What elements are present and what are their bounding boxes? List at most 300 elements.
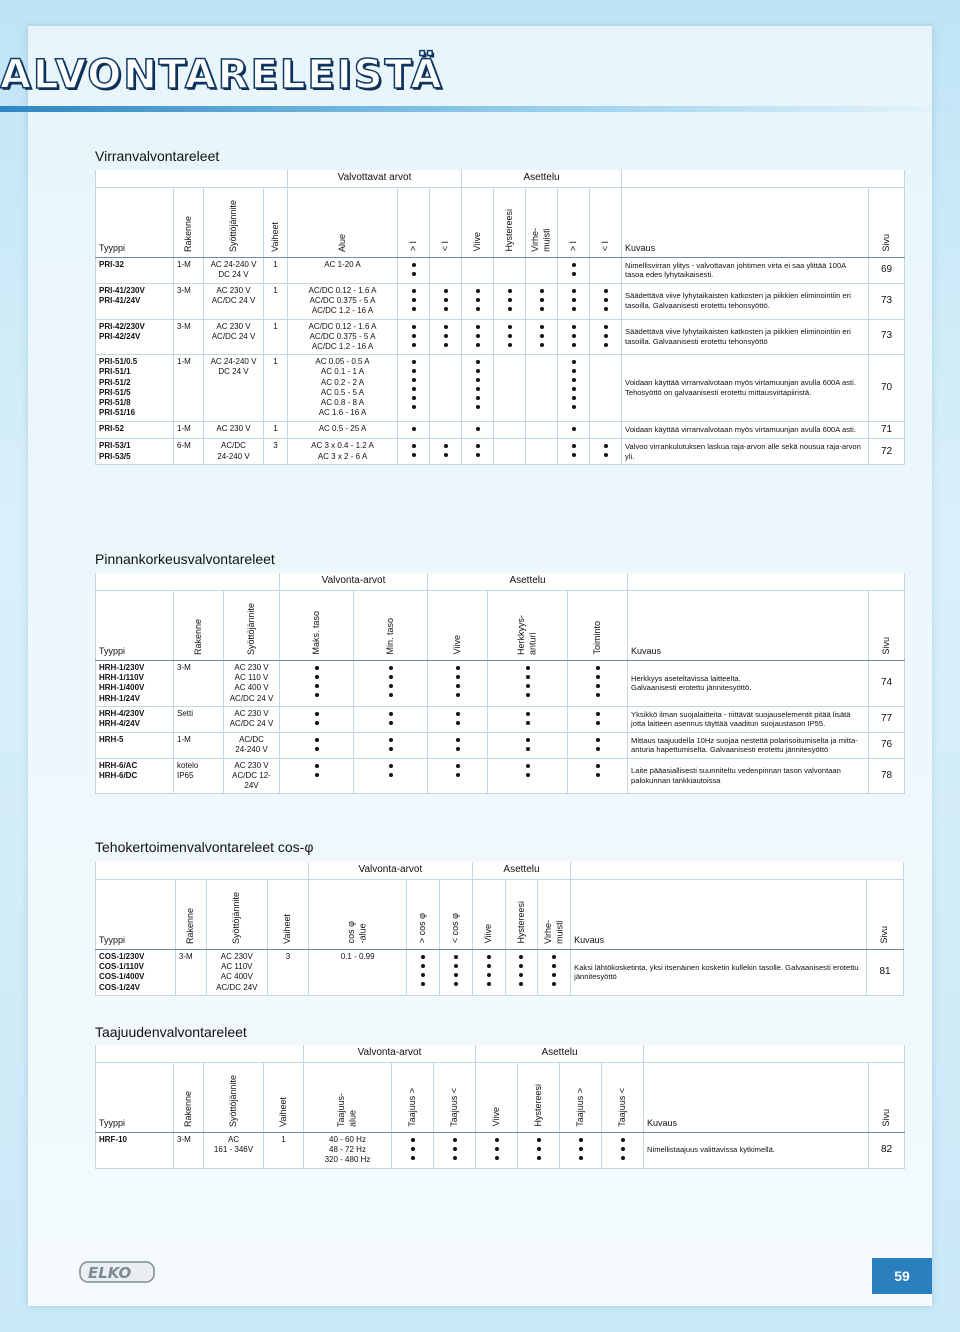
bullet-dot-icon [552,955,556,959]
col-header-label: Herkkyys- anturi [516,614,538,655]
cell-vaiheet [268,949,309,995]
bullet-dot-icon [540,298,544,302]
col-header-label: Sivu [880,234,891,252]
col-header-rakenne [174,187,204,257]
cell-sivu-line: 81 [879,965,891,977]
cell-tyyppi-line: PRI-42/230V [99,321,145,331]
bullet-dot-icon [604,307,608,311]
group-spacer [571,862,904,879]
table-row [96,660,905,706]
cell-syotto-line: AC 230 V [216,321,251,331]
cell-rakenne-line: 3-M [177,285,191,295]
bullet-dot-icon [621,1138,625,1142]
cell-sivu [869,1132,905,1168]
bullet-dot-icon [412,444,416,448]
col-header-viive [476,1062,518,1132]
bullet-dot-icon [389,764,393,768]
bullet-dot-icon [572,427,576,431]
cell-alt [590,319,622,355]
cell-kuvaus [622,439,869,465]
cell-agt [558,283,590,319]
bullet-dot-icon [508,298,512,302]
cell-rakenne [174,439,204,465]
table-row [96,732,905,758]
cell-hyst [494,283,526,319]
cell-tyyppi [96,660,174,706]
bullet-dot-icon [412,334,416,338]
bullet-dot-icon [476,444,480,448]
col-header-label: Hystereesi [532,1084,543,1127]
cell-rakenne-line: 3-M [177,1134,191,1144]
bullet-dot-icon [476,378,480,382]
bullet-dot-icon [389,738,393,742]
group-spacer [96,170,288,187]
cell-alue-line: AC/DC 0.375 - 5 A [309,296,376,306]
cell-vaiheet [264,439,288,465]
cell-sivu [867,949,904,995]
col-header-viive [428,590,488,660]
table-row [96,421,905,439]
bullet-dot-icon [456,721,460,725]
bullet-dot-icon [596,693,600,697]
cell-kuvaus-line: Mittaus taajuudella 10Hz suojaa nestettä polarisoitumiselta ja mitta-anturia hapettumiselta. Galvaanisesti erotettu jännitesyöttö [631,735,858,755]
bullet-dot-icon [456,773,460,777]
bullet-dot-icon [476,369,480,373]
bullet-dot-icon [444,325,448,329]
bullet-dot-icon [476,427,480,431]
bullet-dot-icon [540,307,544,311]
cell-hyst [494,421,526,439]
cell-alue-line: AC/DC 1.2 - 16 A [311,306,374,316]
col-header-hyst [505,879,538,949]
cell-vaiheet-line: 3 [285,951,291,961]
cell-sivu-line: 73 [880,294,893,306]
cell-syotto-line: AC 24-240 V [210,259,257,269]
bullet-dot-icon [537,1147,541,1151]
cell-kuvaus-line: Kaksi lähtökosketinta, yksi itsenäinen kosketin kullekin tasolle. Galvaanisesti erotettu jännitesyöttö [574,962,859,982]
col-header-label: Syöttöjännite [227,1074,238,1127]
cell-kuvaus [628,706,869,732]
section-title-frequency: Taajuudenvalvontareleet [95,1024,247,1040]
cell-rakenne-line: 1-M [177,259,191,269]
bullet-dot-icon [315,738,319,742]
cell-sivu [869,758,905,794]
cell-gt [398,355,430,421]
cell-alue-line: AC 0.5 - 25 A [318,423,367,433]
cell-tyyppi [96,439,174,465]
cell-muisti [526,257,558,283]
cell-viive [462,283,494,319]
cell-viive [462,319,494,355]
cell-tyyppi-line: HRH-1/400V [99,683,145,693]
cell-rakenne-line: IP65 [177,770,194,780]
bullet-dot-icon [476,307,480,311]
bullet-dot-icon [456,675,460,679]
cell-muisti [526,355,558,421]
bullet-dot-icon [579,1138,583,1142]
col-header-label: Taajuus > [574,1087,585,1127]
col-header-agt [558,187,590,257]
section-title-current: Virranvalvontareleet [95,148,220,164]
cell-syotto-line: AC 110 V [234,673,269,683]
bullet-dot-icon [456,666,460,670]
group-asettelu: Asettelu [428,573,628,590]
bullet-dot-icon [456,684,460,688]
cell-sivu-line: 77 [880,712,893,724]
logo-text: ELKO [88,1264,132,1282]
cell-alue [288,421,398,439]
col-header-alue [288,187,398,257]
cell-gt [398,439,430,465]
cell-toiminto [568,660,628,706]
cell-tyyppi-line: PRI-32 [99,259,124,269]
cell-rakenne [174,758,224,794]
bullet-dot-icon [444,298,448,302]
cell-tyyppi-line: PRI-51/1 [99,367,131,377]
bullet-dot-icon [412,387,416,391]
cell-viive [462,257,494,283]
cell-tyyppi-line: HRH-5 [99,734,124,744]
bullet-dot-icon [495,1147,499,1151]
table-row [96,283,905,319]
cell-alue-line: 48 - 72 Hz [329,1145,366,1155]
cell-sivu [869,257,905,283]
cell-kuvaus-line: Säädettävä viive lyhytaikaisten katkosten ja piikkien eliminointiin eri tasoilla. Galvaanisesti erotettu tehonsyöttö [625,327,851,346]
cell-alue-line: AC/DC 0.12 - 1.6 A [308,321,377,331]
bullet-dot-icon [389,747,393,751]
section-title-cosphi: Tehokertoimenvalvontareleet cos-φ [95,839,314,855]
col-header-label: Virhe- muisti [530,227,552,252]
cell-sivu-line: 69 [880,263,893,275]
bullet-dot-icon [604,343,608,347]
bullet-dot-icon [421,964,425,968]
cell-syotto [224,660,280,706]
cell-agt [558,257,590,283]
cell-rakenne-line: 3-M [177,662,191,672]
bullet-dot-icon [604,453,608,457]
bullet-dot-icon [526,712,530,716]
cell-viive [462,439,494,465]
cell-syotto-line: AC/DC [221,441,246,451]
cell-lt [434,1132,476,1168]
cell-sivu [869,319,905,355]
bullet-dot-icon [526,764,530,768]
bullet-dot-icon [572,325,576,329]
col-header-label: Hystereesi [515,901,526,944]
bullet-dot-icon [572,289,576,293]
group-spacer [628,573,905,590]
cell-maks [280,758,354,794]
col-header-label: Viive [471,232,482,252]
table-row [96,758,905,794]
bullet-dot-icon [476,289,480,293]
bullet-dot-icon [526,738,530,742]
cell-sivu [869,283,905,319]
col-header-label: Rakenne [182,1090,193,1127]
cell-alue-line: 40 - 60 Hz [329,1134,366,1144]
cell-alue-line: AC 3 x 2 - 6 A [317,451,368,461]
bullet-dot-icon [572,343,576,347]
cell-alt [590,355,622,421]
bullet-dot-icon [508,289,512,293]
cell-vaiheet-line: 1 [273,259,278,269]
bullet-dot-icon [454,982,458,986]
col-header-maks [280,590,354,660]
cell-gt [392,1132,434,1168]
cell-tyyppi-line: HRH-1/230V [99,662,145,672]
cell-syotto [224,758,280,794]
cell-toiminto [568,706,628,732]
cell-kuvaus [622,319,869,355]
table-row [96,706,905,732]
cell-sivu-line: 76 [880,738,893,750]
cell-syotto [204,319,264,355]
bullet-dot-icon [526,693,530,697]
col-header-lt [434,1062,476,1132]
col-header-vaiheet [268,879,309,949]
cell-tyyppi [96,949,176,995]
cell-kuvaus-line: Valvoo virrankulutuksen laskua raja-arvon alle sekä nousua raja-arvon yli. [625,442,861,461]
cell-gt [398,283,430,319]
cell-tyyppi-line: HRF-10 [99,1134,128,1144]
bullet-dot-icon [572,396,576,400]
col-header-label: < I [439,241,450,252]
bullet-dot-icon [444,289,448,293]
bullet-dot-icon [454,973,458,977]
col-header-label: > I [567,241,578,252]
bullet-dot-icon [596,738,600,742]
cell-alue [288,257,398,283]
bullet-dot-icon [454,964,458,968]
cell-syotto-line: AC 230V [220,951,253,961]
col-header-label: Maks. taso [310,611,321,655]
col-header-label: < cos φ [450,913,461,944]
cell-tyyppi-line: COS-1/400V [99,972,145,982]
col-header-alt [590,187,622,257]
col-header-label: Viive [490,1107,501,1127]
cell-kuvaus-line: Galvaanisesti erotettu jännitesyöttö. [631,683,752,693]
bullet-dot-icon [540,325,544,329]
col-header-label: Taajuus > [406,1087,417,1127]
col-header-label: < I [599,241,610,252]
cell-kuvaus [571,949,867,995]
cell-syotto [224,706,280,732]
cell-rakenne [174,732,224,758]
cell-viive [476,1132,518,1168]
bullet-dot-icon [411,1147,415,1151]
cell-tyyppi-line: PRI-53/1 [99,441,131,451]
bullet-dot-icon [526,721,530,725]
bullet-dot-icon [412,369,416,373]
col-header-muisti [526,187,558,257]
col-header-hyst [518,1062,560,1132]
cell-kuvaus-line: Laite pääasiallisesti suunniteltu vedenpinnan tason valvontaan palokunnan tankkiautoissa [631,766,841,786]
bullet-dot-icon [476,453,480,457]
col-header-kuvaus: Kuvaus [644,1062,869,1132]
table-row [96,319,905,355]
cell-syotto-line: AC/DC 12-24V [232,770,271,791]
cell-rakenne [174,706,224,732]
cell-alue-line: AC 1-20 A [324,259,361,269]
cell-hyst [494,257,526,283]
cell-hyst [494,439,526,465]
col-header-gt [398,187,430,257]
cell-alue-line: AC/DC 1.2 - 16 A [311,341,374,351]
bullet-dot-icon [537,1138,541,1142]
bullet-dot-icon [444,343,448,347]
cell-viive [428,758,488,794]
cell-alue-line: AC/DC 0.12 - 1.6 A [308,285,377,295]
cell-vaiheet-line: 3 [273,441,278,451]
cell-min [354,732,428,758]
bullet-dot-icon [421,955,425,959]
col-header-label: Toiminto [591,621,602,655]
cell-herkkyys [488,758,568,794]
col-header-label: Rakenne [184,907,195,944]
cell-agt [558,439,590,465]
bullet-dot-icon [596,773,600,777]
cell-rakenne-line: 1-M [177,734,191,744]
bullet-dot-icon [604,334,608,338]
cell-alt [602,1132,644,1168]
bullet-dot-icon [456,764,460,768]
cell-herkkyys [488,660,568,706]
cell-syotto [204,421,264,439]
cell-rakenne [174,319,204,355]
cell-alt [590,257,622,283]
col-header-label: Vaiheet [269,221,280,252]
col-header-gt [407,879,440,949]
cell-tyyppi-line: PRI-52 [99,423,124,433]
cell-syotto-line: AC/DC 24 V [211,331,256,341]
bullet-dot-icon [519,964,523,968]
bullet-dot-icon [495,1138,499,1142]
bullet-dot-icon [315,747,319,751]
bullet-dot-icon [315,764,319,768]
cell-sivu [869,421,905,439]
bullet-dot-icon [315,773,319,777]
cell-alue-line: AC 0.5 - 5 A [320,387,365,397]
cell-tyyppi [96,1132,174,1168]
cell-alue-line: AC/DC 0.375 - 5 A [309,331,376,341]
bullet-dot-icon [412,325,416,329]
bullet-dot-icon [315,721,319,725]
cell-sivu [869,660,905,706]
col-header-alt [602,1062,644,1132]
col-header-rakenne [174,590,224,660]
col-header-label: Vaiheet [277,1096,288,1127]
col-header-syotto [204,1062,264,1132]
bullet-dot-icon [487,973,491,977]
bullet-dot-icon [552,982,556,986]
bullet-dot-icon [389,666,393,670]
bullet-dot-icon [315,712,319,716]
cell-rakenne [174,355,204,421]
col-header-label: Syöttöjännite [245,602,256,655]
bullet-dot-icon [412,405,416,409]
cell-tyyppi [96,706,174,732]
cell-muisti [526,283,558,319]
cell-sivu [869,439,905,465]
col-header-herkkyys [488,590,568,660]
cell-viive [428,660,488,706]
cell-rakenne [174,1132,204,1168]
bullet-dot-icon [412,427,416,431]
cell-vaiheet-line: 1 [273,285,278,295]
cell-gt [398,319,430,355]
col-header-kuvaus: Kuvaus [628,590,869,660]
bullet-dot-icon [315,693,319,697]
bullet-dot-icon [476,387,480,391]
cell-syotto-line: AC/DC 24V [216,982,258,992]
bullet-dot-icon [526,773,530,777]
bullet-dot-icon [572,453,576,457]
cell-alue-line: 0.1 - 0.99 [340,951,375,961]
cell-kuvaus-line: Voidaan käyttää virranvalvotaan myös virtamuunjan avulla 600A asti. Tehosyöttö on galvaanisesti erotettu mittausvirtapiiristä. [625,378,856,397]
col-header-tyyppi: Tyyppi [96,187,174,257]
bullet-dot-icon [596,675,600,679]
cell-rakenne [175,949,206,995]
cell-tyyppi [96,355,174,421]
bullet-dot-icon [421,973,425,977]
col-header-syotto [204,187,264,257]
cell-min [354,706,428,732]
bullet-dot-icon [412,307,416,311]
cell-tyyppi-line: PRI-51/2 [99,377,131,387]
cell-hyst [494,355,526,421]
bullet-dot-icon [412,360,416,364]
cell-tyyppi-line: PRI-53/5 [99,451,131,461]
col-header-gt [392,1062,434,1132]
cell-vaiheet-line: 1 [281,1134,286,1144]
cell-min [354,758,428,794]
cell-kuvaus [622,257,869,283]
cell-syotto [204,355,264,421]
bullet-dot-icon [476,298,480,302]
cell-rakenne-line: Setti [177,708,194,718]
bullet-dot-icon [456,693,460,697]
bullet-dot-icon [412,298,416,302]
col-header-label: Taajuus < [448,1087,459,1127]
cell-rakenne-line: kotelo [177,760,199,770]
group-spacer [96,862,309,879]
bullet-dot-icon [421,982,425,986]
col-header-sivu [869,1062,905,1132]
col-header-syotto [206,879,267,949]
bullet-dot-icon [572,263,576,267]
bullet-dot-icon [526,666,530,670]
cell-lt [430,355,462,421]
cell-syotto-line: 24-240 V [235,744,268,754]
bullet-dot-icon [389,684,393,688]
group-valvonta: Valvonta-arvot [304,1045,476,1062]
cell-tyyppi-line: COS-1/24V [99,982,140,992]
cell-tyyppi-line: PRI-51/0.5 [99,357,138,367]
cell-syotto [204,283,264,319]
bullet-dot-icon [412,378,416,382]
col-header-label: Rakenne [192,618,203,655]
cell-agt [558,421,590,439]
bullet-dot-icon [412,396,416,400]
col-header-toiminto [568,590,628,660]
col-header-lt [440,879,473,949]
bullet-dot-icon [444,334,448,338]
cell-kuvaus [622,421,869,439]
cell-maks [280,660,354,706]
cell-syotto-line: AC 24-240 V [210,357,257,367]
bullet-dot-icon [444,453,448,457]
cell-sivu [869,355,905,421]
